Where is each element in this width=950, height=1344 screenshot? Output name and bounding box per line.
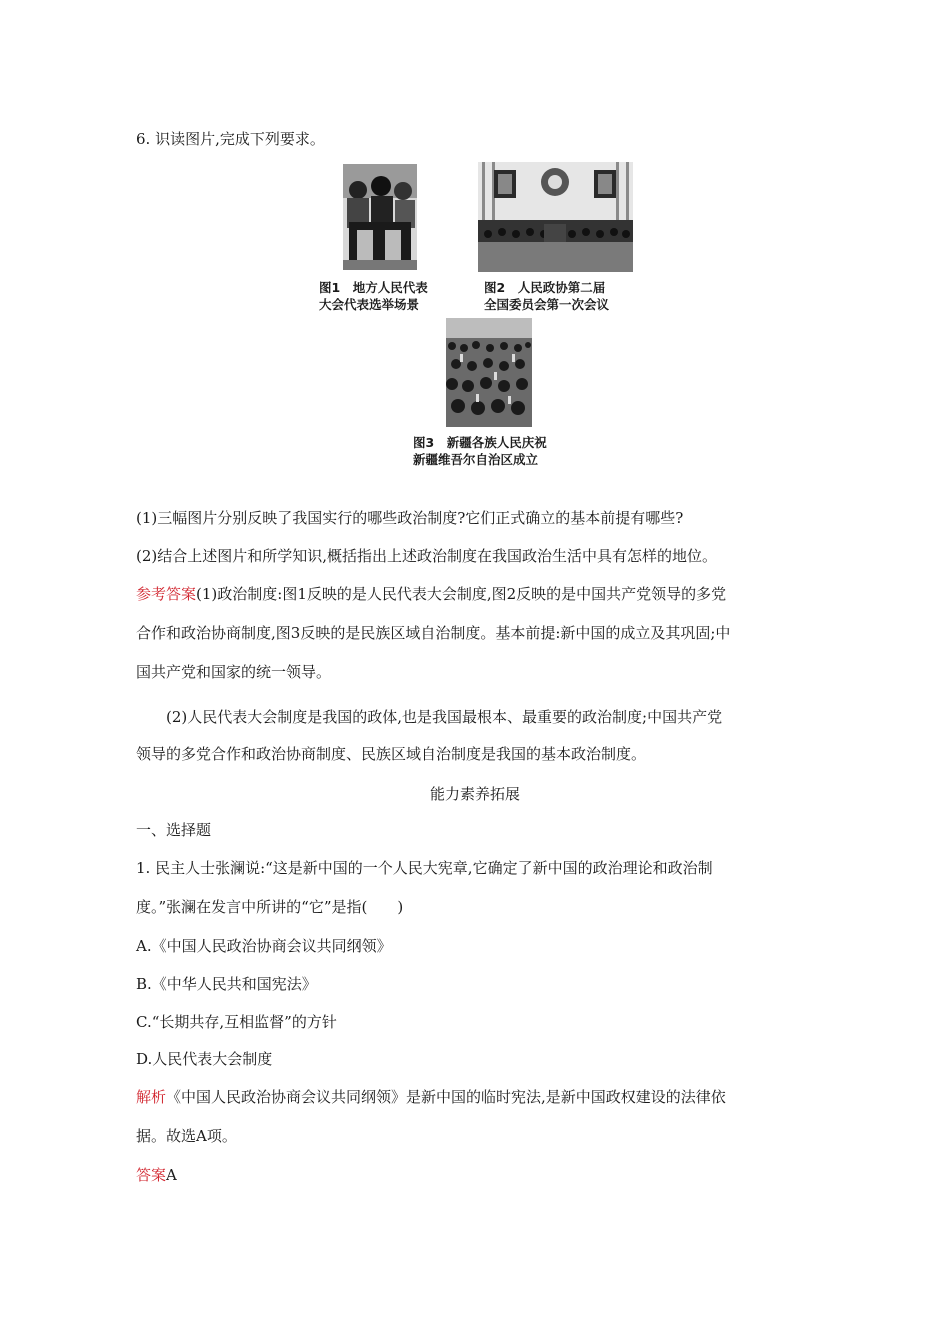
- answer-value: A: [166, 1166, 177, 1184]
- section-subtitle: 一、选择题: [136, 821, 212, 839]
- option-a: A.《中国人民政治协商会议共同纲领》: [136, 937, 392, 955]
- figure-2-caption-line2: 全国委员会第一次会议: [484, 297, 610, 312]
- question-6-sub2: (2)结合上述图片和所学知识,概括指出上述政治制度在我国政治生活中具有怎样的地位。: [136, 547, 718, 565]
- figure-2-photo: [478, 162, 633, 272]
- answer-para1-line1: [136, 584, 726, 604]
- analysis-line1: [136, 1087, 726, 1107]
- answer-text: (1)政治制度:图1反映的是人民代表大会制度,图2反映的是中国共产党领导的多党: [196, 585, 727, 603]
- figure-1-caption-line2: 大会代表选举场景: [319, 297, 420, 312]
- answer-line: [136, 1165, 177, 1185]
- figure-3-caption-line1: 图3 新疆各族人民庆祝: [413, 435, 547, 450]
- answer-para1-line2: 合作和政治协商制度,图3反映的是民族区域自治制度。基本前提:新中国的成立及其巩固;中: [136, 624, 731, 642]
- figure-1-caption-line1: 图1 地方人民代表: [319, 280, 428, 295]
- answer-para2-line1: (2)人民代表大会制度是我国的政体,也是我国最根本、最重要的政治制度;中国共产党: [166, 708, 723, 726]
- section-title: 能力素养拓展: [429, 785, 520, 803]
- analysis-text: 《中国人民政治协商会议共同纲领》是新中国的临时宪法,是新中国政权建设的法律依: [166, 1088, 726, 1106]
- figure-3-caption-line2: 新疆维吾尔自治区成立: [413, 452, 539, 467]
- option-b: B.《中华人民共和国宪法》: [136, 975, 317, 993]
- answer-label: 答案: [136, 1166, 167, 1184]
- answer-para1-line3: 国共产党和国家的统一领导。: [136, 663, 332, 681]
- answer-para2-line2: 领导的多党合作和政治协商制度、民族区域自治制度是我国的基本政治制度。: [136, 745, 647, 763]
- question-1-stem-line1: 1. 民主人士张澜说:“这是新中国的一个人民大宪章,它确定了新中国的政治理论和政治制: [136, 859, 713, 877]
- reference-answer-label: 参考答案: [136, 585, 197, 603]
- analysis-line2: 据。故选A项。: [136, 1127, 237, 1145]
- figure-1-photo: [343, 164, 417, 270]
- figure-3-photo: [446, 318, 532, 427]
- option-c: C.“长期共存,互相监督”的方针: [136, 1013, 337, 1031]
- question-6-stem: 6. 识读图片,完成下列要求。: [136, 130, 325, 148]
- question-6-sub1: (1)三幅图片分别反映了我国实行的哪些政治制度?它们正式确立的基本前提有哪些?: [136, 509, 684, 527]
- question-1-stem-line2: 度。”张澜在发言中所讲的“它”是指( ): [136, 898, 404, 916]
- figure-2-caption-line1: 图2 人民政协第二届: [484, 280, 606, 295]
- analysis-label: 解析: [136, 1088, 167, 1106]
- option-d: D.人民代表大会制度: [136, 1050, 273, 1068]
